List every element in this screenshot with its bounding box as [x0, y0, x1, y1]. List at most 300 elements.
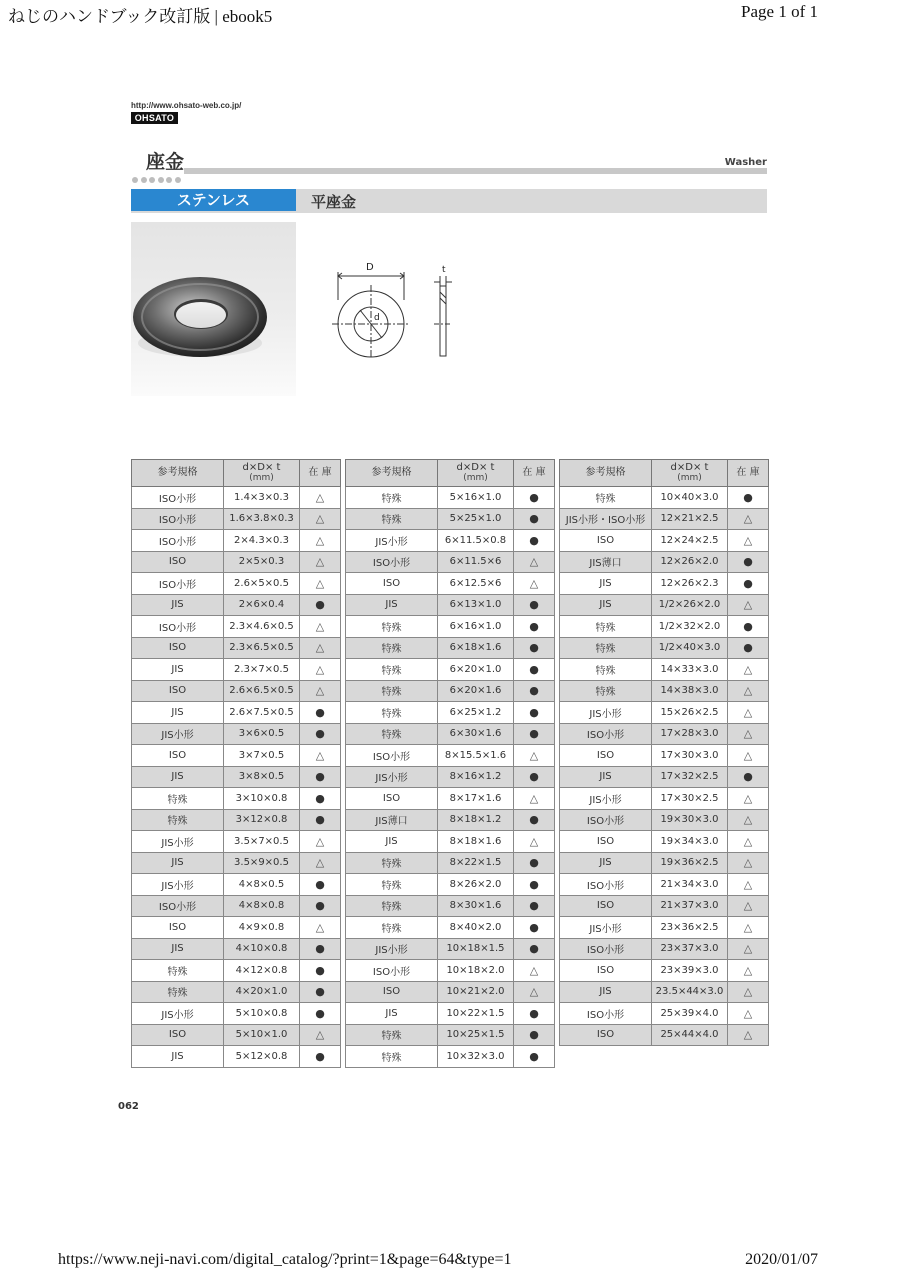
cell-standard: ISO	[132, 680, 224, 702]
table-row	[132, 960, 341, 982]
cell-dimensions: 2.3×6.5×0.5	[224, 637, 300, 659]
table-row	[132, 1046, 341, 1068]
cell-dimensions: 12×21×2.5	[652, 508, 728, 530]
cell-standard: ISO	[560, 1024, 652, 1046]
table-row	[346, 981, 555, 1003]
cell-stock: ●	[300, 938, 341, 960]
table-row	[560, 766, 769, 788]
product-subtitle: 平座金	[311, 193, 357, 211]
cell-stock: △	[300, 573, 341, 595]
cell-dimensions: 14×38×3.0	[652, 680, 728, 702]
cell-stock: ●	[514, 680, 555, 702]
cell-stock: ●	[300, 788, 341, 810]
cell-dimensions: 4×9×0.8	[224, 917, 300, 939]
cell-stock: ●	[300, 594, 341, 616]
header-dimensions: d×D× t (mm)	[438, 460, 514, 487]
cell-dimensions: 12×26×2.0	[652, 551, 728, 573]
table-row	[346, 702, 555, 724]
cell-stock: ●	[514, 809, 555, 831]
cell-dimensions: 6×20×1.0	[438, 659, 514, 681]
cell-standard: JIS小形	[560, 788, 652, 810]
cell-standard: 特殊	[346, 659, 438, 681]
cell-standard: ISO	[132, 637, 224, 659]
cell-standard: JIS	[346, 1003, 438, 1025]
cell-standard: JIS	[346, 594, 438, 616]
cell-standard: ISO	[346, 788, 438, 810]
table-row	[132, 680, 341, 702]
cell-standard: JIS小形	[132, 874, 224, 896]
table-row	[560, 659, 769, 681]
cell-standard: ISO	[560, 530, 652, 552]
table-row	[132, 551, 341, 573]
table-row	[346, 938, 555, 960]
cell-dimensions: 4×10×0.8	[224, 938, 300, 960]
cell-stock: △	[514, 831, 555, 853]
table-row	[346, 1046, 555, 1068]
cell-standard: JIS薄口	[560, 551, 652, 573]
cell-standard: 特殊	[346, 852, 438, 874]
cell-dimensions: 4×8×0.8	[224, 895, 300, 917]
cell-stock: ●	[514, 1003, 555, 1025]
table-row	[560, 895, 769, 917]
table-row	[560, 960, 769, 982]
cell-standard: JIS	[560, 766, 652, 788]
table-row	[346, 637, 555, 659]
cell-dimensions: 1/2×26×2.0	[652, 594, 728, 616]
cell-dimensions: 19×34×3.0	[652, 831, 728, 853]
cell-dimensions: 25×44×4.0	[652, 1024, 728, 1046]
cell-dimensions: 6×11.5×6	[438, 551, 514, 573]
cell-dimensions: 23×37×3.0	[652, 938, 728, 960]
cell-stock: ●	[514, 702, 555, 724]
table-row	[560, 788, 769, 810]
cell-stock: △	[728, 702, 769, 724]
table-row	[346, 573, 555, 595]
section-title-en: Washer	[724, 157, 767, 168]
table-row	[346, 551, 555, 573]
cell-standard: ISO	[560, 745, 652, 767]
table-row	[132, 852, 341, 874]
cell-dimensions: 10×18×1.5	[438, 938, 514, 960]
cell-stock: △	[728, 745, 769, 767]
cell-standard: JIS小形	[346, 766, 438, 788]
spec-table-2	[345, 459, 555, 1068]
cell-stock: ●	[514, 616, 555, 638]
cell-stock: △	[728, 895, 769, 917]
cell-standard: JIS小形	[560, 702, 652, 724]
cell-dimensions: 3×10×0.8	[224, 788, 300, 810]
cell-stock: △	[728, 809, 769, 831]
cell-stock: ●	[728, 487, 769, 509]
table-row	[346, 594, 555, 616]
cell-standard: ISO	[560, 895, 652, 917]
table-row	[132, 637, 341, 659]
cell-standard: JIS	[132, 938, 224, 960]
cell-dimensions: 4×12×0.8	[224, 960, 300, 982]
table-row	[346, 723, 555, 745]
cell-standard: 特殊	[346, 680, 438, 702]
washer-drawing-svg	[330, 258, 470, 358]
cell-standard: JIS薄口	[346, 809, 438, 831]
cell-stock: ●	[300, 809, 341, 831]
table-row	[560, 573, 769, 595]
label-t: t	[442, 265, 446, 275]
cell-standard: JIS小形	[560, 917, 652, 939]
cell-dimensions: 10×32×3.0	[438, 1046, 514, 1068]
cell-dimensions: 6×13×1.0	[438, 594, 514, 616]
cell-stock: △	[728, 508, 769, 530]
cell-stock: △	[300, 1024, 341, 1046]
cell-standard: ISO小形	[132, 895, 224, 917]
cell-standard: ISO小形	[560, 723, 652, 745]
table-row	[560, 831, 769, 853]
cell-stock: ●	[300, 766, 341, 788]
cell-dimensions: 19×36×2.5	[652, 852, 728, 874]
cell-dimensions: 1.4×3×0.3	[224, 487, 300, 509]
table-row	[346, 745, 555, 767]
cell-dimensions: 5×25×1.0	[438, 508, 514, 530]
cell-standard: ISO小形	[346, 745, 438, 767]
cell-dimensions: 2×5×0.3	[224, 551, 300, 573]
cell-stock: △	[514, 981, 555, 1003]
cell-stock: △	[300, 616, 341, 638]
cell-standard: ISO小形	[560, 1003, 652, 1025]
cell-stock: △	[300, 637, 341, 659]
cell-dimensions: 17×30×3.0	[652, 745, 728, 767]
cell-dimensions: 2×6×0.4	[224, 594, 300, 616]
cell-dimensions: 6×12.5×6	[438, 573, 514, 595]
table-row	[560, 938, 769, 960]
table-row	[560, 487, 769, 509]
cell-dimensions: 6×25×1.2	[438, 702, 514, 724]
washer-photo-image	[131, 222, 296, 396]
category-tab: ステンレス	[131, 189, 296, 211]
table-row	[132, 938, 341, 960]
cell-stock: △	[728, 1003, 769, 1025]
cell-stock: ●	[300, 960, 341, 982]
cell-dimensions: 1/2×40×3.0	[652, 637, 728, 659]
table-row	[560, 1003, 769, 1025]
cell-stock: △	[728, 659, 769, 681]
table-row	[346, 1003, 555, 1025]
cell-dimensions: 2.6×6.5×0.5	[224, 680, 300, 702]
cell-standard: JIS小形	[132, 1003, 224, 1025]
cell-standard: ISO	[132, 1024, 224, 1046]
cell-dimensions: 6×11.5×0.8	[438, 530, 514, 552]
cell-dimensions: 21×37×3.0	[652, 895, 728, 917]
cell-stock: ●	[300, 981, 341, 1003]
cell-stock: ●	[728, 616, 769, 638]
cell-stock: ●	[514, 917, 555, 939]
cell-stock: △	[728, 788, 769, 810]
table-row	[560, 551, 769, 573]
cell-stock: ●	[728, 637, 769, 659]
cell-standard: ISO	[132, 551, 224, 573]
print-footer-url: https://www.neji-navi.com/digital_catalog/?print=1&page=64&type=1	[58, 1251, 512, 1268]
cell-stock: △	[728, 917, 769, 939]
cell-dimensions: 23.5×44×3.0	[652, 981, 728, 1003]
table-row	[132, 917, 341, 939]
cell-standard: ISO	[346, 981, 438, 1003]
table-row	[132, 530, 341, 552]
table-row	[346, 508, 555, 530]
table-row	[132, 766, 341, 788]
cell-dimensions: 8×26×2.0	[438, 874, 514, 896]
table-row	[346, 895, 555, 917]
cell-dimensions: 23×36×2.5	[652, 917, 728, 939]
table-row	[132, 487, 341, 509]
cell-stock: △	[728, 874, 769, 896]
cell-stock: ●	[514, 938, 555, 960]
cell-stock: ●	[514, 1024, 555, 1046]
cell-stock: △	[514, 745, 555, 767]
cell-stock: ●	[300, 702, 341, 724]
cell-dimensions: 5×12×0.8	[224, 1046, 300, 1068]
cell-dimensions: 15×26×2.5	[652, 702, 728, 724]
cell-standard: JIS小形	[346, 530, 438, 552]
cell-dimensions: 17×30×2.5	[652, 788, 728, 810]
cell-stock: △	[300, 508, 341, 530]
table-row	[346, 659, 555, 681]
table-row	[560, 981, 769, 1003]
cell-standard: ISO	[560, 831, 652, 853]
cell-standard: JIS小形・ISO小形	[560, 508, 652, 530]
table-row	[346, 960, 555, 982]
cell-standard: JIS	[132, 1046, 224, 1068]
cell-standard: ISO小形	[132, 573, 224, 595]
cell-stock: △	[514, 788, 555, 810]
cell-stock: ●	[514, 530, 555, 552]
cell-stock: △	[300, 831, 341, 853]
cell-dimensions: 10×18×2.0	[438, 960, 514, 982]
cell-standard: ISO小形	[560, 809, 652, 831]
cell-stock: ●	[728, 766, 769, 788]
section-title: 座金	[146, 151, 185, 173]
cell-dimensions: 21×34×3.0	[652, 874, 728, 896]
print-header-page: Page 1 of 1	[741, 2, 818, 21]
cell-dimensions: 12×26×2.3	[652, 573, 728, 595]
brand-logo: OHSATO	[131, 112, 178, 124]
cell-dimensions: 19×30×3.0	[652, 809, 728, 831]
cell-dimensions: 2.3×4.6×0.5	[224, 616, 300, 638]
cell-dimensions: 23×39×3.0	[652, 960, 728, 982]
table-row	[132, 616, 341, 638]
table-row	[346, 487, 555, 509]
cell-standard: JIS	[560, 981, 652, 1003]
header-dimensions: d×D× t (mm)	[224, 460, 300, 487]
cell-stock: △	[728, 1024, 769, 1046]
cell-standard: JIS	[560, 852, 652, 874]
cell-dimensions: 1/2×32×2.0	[652, 616, 728, 638]
cell-stock: ●	[728, 551, 769, 573]
cell-stock: △	[728, 960, 769, 982]
cell-stock: ●	[514, 874, 555, 896]
cell-standard: ISO	[346, 573, 438, 595]
cell-stock: ●	[514, 659, 555, 681]
cell-stock: △	[728, 723, 769, 745]
table-row	[346, 766, 555, 788]
cell-dimensions: 8×22×1.5	[438, 852, 514, 874]
cell-dimensions: 8×40×2.0	[438, 917, 514, 939]
table-row	[560, 745, 769, 767]
spec-table-1	[131, 459, 341, 1068]
spec-table-3	[559, 459, 769, 1046]
cell-stock: ●	[514, 1046, 555, 1068]
cell-dimensions: 14×33×3.0	[652, 659, 728, 681]
cell-standard: 特殊	[346, 487, 438, 509]
cell-standard: JIS	[132, 594, 224, 616]
table-row	[132, 702, 341, 724]
cell-stock: △	[514, 573, 555, 595]
cell-stock: ●	[300, 1046, 341, 1068]
cell-dimensions: 2.6×5×0.5	[224, 573, 300, 595]
table-row	[132, 831, 341, 853]
cell-stock: ●	[514, 637, 555, 659]
cell-dimensions: 8×30×1.6	[438, 895, 514, 917]
site-url: http://www.ohsato-web.co.jp/	[131, 101, 242, 110]
header-standard: 参考規格	[346, 460, 438, 487]
cell-standard: 特殊	[346, 616, 438, 638]
table-row	[132, 981, 341, 1003]
cell-standard: JIS	[132, 659, 224, 681]
cell-stock: △	[728, 831, 769, 853]
table-row	[560, 508, 769, 530]
cell-dimensions: 10×25×1.5	[438, 1024, 514, 1046]
cell-standard: 特殊	[132, 960, 224, 982]
cell-standard: 特殊	[560, 659, 652, 681]
cell-standard: JIS小形	[132, 723, 224, 745]
cell-dimensions: 17×32×2.5	[652, 766, 728, 788]
table-row	[132, 723, 341, 745]
header-standard: 参考規格	[560, 460, 652, 487]
table-row	[132, 1024, 341, 1046]
cell-stock: △	[300, 551, 341, 573]
cell-standard: 特殊	[346, 874, 438, 896]
cell-dimensions: 8×16×1.2	[438, 766, 514, 788]
cell-stock: ●	[514, 487, 555, 509]
cell-dimensions: 8×18×1.6	[438, 831, 514, 853]
cell-dimensions: 6×30×1.6	[438, 723, 514, 745]
cell-stock: ●	[514, 895, 555, 917]
cell-dimensions: 4×8×0.5	[224, 874, 300, 896]
cell-dimensions: 10×40×3.0	[652, 487, 728, 509]
cell-stock: △	[514, 960, 555, 982]
cell-standard: 特殊	[560, 487, 652, 509]
table-row	[132, 874, 341, 896]
cell-standard: ISO小形	[560, 874, 652, 896]
cell-standard: JIS	[560, 594, 652, 616]
cell-stock: ●	[514, 723, 555, 745]
cell-stock: △	[300, 852, 341, 874]
cell-standard: ISO小形	[132, 508, 224, 530]
cell-dimensions: 3×8×0.5	[224, 766, 300, 788]
cell-dimensions: 3.5×9×0.5	[224, 852, 300, 874]
label-d: d	[374, 313, 380, 323]
cell-dimensions: 3.5×7×0.5	[224, 831, 300, 853]
table-row	[346, 1024, 555, 1046]
cell-stock: ●	[728, 573, 769, 595]
cell-standard: 特殊	[346, 1046, 438, 1068]
table-row	[560, 530, 769, 552]
cell-dimensions: 8×18×1.2	[438, 809, 514, 831]
cell-standard: 特殊	[346, 637, 438, 659]
print-footer-date: 2020/01/07	[745, 1251, 818, 1268]
print-header-title: ねじのハンドブック改訂版 | ebook5	[8, 7, 273, 26]
cell-standard: ISO小形	[132, 530, 224, 552]
cell-standard: 特殊	[346, 702, 438, 724]
cell-stock: ●	[300, 895, 341, 917]
table-row	[132, 745, 341, 767]
table-row	[560, 680, 769, 702]
table-row	[346, 616, 555, 638]
cell-standard: 特殊	[132, 788, 224, 810]
cell-standard: ISO小形	[132, 616, 224, 638]
cell-stock: △	[728, 530, 769, 552]
table-row	[346, 530, 555, 552]
cell-stock: ●	[514, 508, 555, 530]
cell-standard: 特殊	[346, 508, 438, 530]
cell-standard: ISO	[132, 917, 224, 939]
cell-dimensions: 4×20×1.0	[224, 981, 300, 1003]
table-row	[560, 723, 769, 745]
table-row	[132, 895, 341, 917]
header-dimensions: d×D× t (mm)	[652, 460, 728, 487]
cell-stock: △	[728, 981, 769, 1003]
cell-dimensions: 5×16×1.0	[438, 487, 514, 509]
cell-dimensions: 3×12×0.8	[224, 809, 300, 831]
cell-standard: 特殊	[132, 809, 224, 831]
table-row	[346, 852, 555, 874]
table-row	[132, 573, 341, 595]
table-row	[132, 1003, 341, 1025]
table-row	[560, 917, 769, 939]
table-row	[560, 702, 769, 724]
cell-dimensions: 3×6×0.5	[224, 723, 300, 745]
cell-stock: ●	[300, 1003, 341, 1025]
cell-stock: △	[300, 917, 341, 939]
cell-dimensions: 3×7×0.5	[224, 745, 300, 767]
table-row	[560, 852, 769, 874]
table-row	[560, 874, 769, 896]
table-row	[132, 594, 341, 616]
table-row	[132, 508, 341, 530]
cell-standard: 特殊	[346, 917, 438, 939]
cell-dimensions: 6×16×1.0	[438, 616, 514, 638]
cell-stock: △	[300, 487, 341, 509]
table-row	[132, 659, 341, 681]
cell-dimensions: 17×28×3.0	[652, 723, 728, 745]
cell-standard: 特殊	[560, 616, 652, 638]
cell-dimensions: 2×4.3×0.3	[224, 530, 300, 552]
table-row	[346, 874, 555, 896]
cell-standard: JIS	[560, 573, 652, 595]
cell-standard: ISO小形	[346, 960, 438, 982]
cell-stock: △	[300, 530, 341, 552]
cell-standard: JIS小形	[346, 938, 438, 960]
cell-standard: JIS小形	[132, 831, 224, 853]
table-row	[560, 1024, 769, 1046]
cell-dimensions: 2.6×7.5×0.5	[224, 702, 300, 724]
cell-stock: △	[300, 659, 341, 681]
table-row	[346, 809, 555, 831]
cell-dimensions: 10×22×1.5	[438, 1003, 514, 1025]
cell-standard: JIS	[346, 831, 438, 853]
cell-stock: ●	[300, 874, 341, 896]
title-underline	[184, 168, 767, 174]
cell-stock: △	[728, 680, 769, 702]
cell-standard: 特殊	[560, 680, 652, 702]
cell-dimensions: 2.3×7×0.5	[224, 659, 300, 681]
